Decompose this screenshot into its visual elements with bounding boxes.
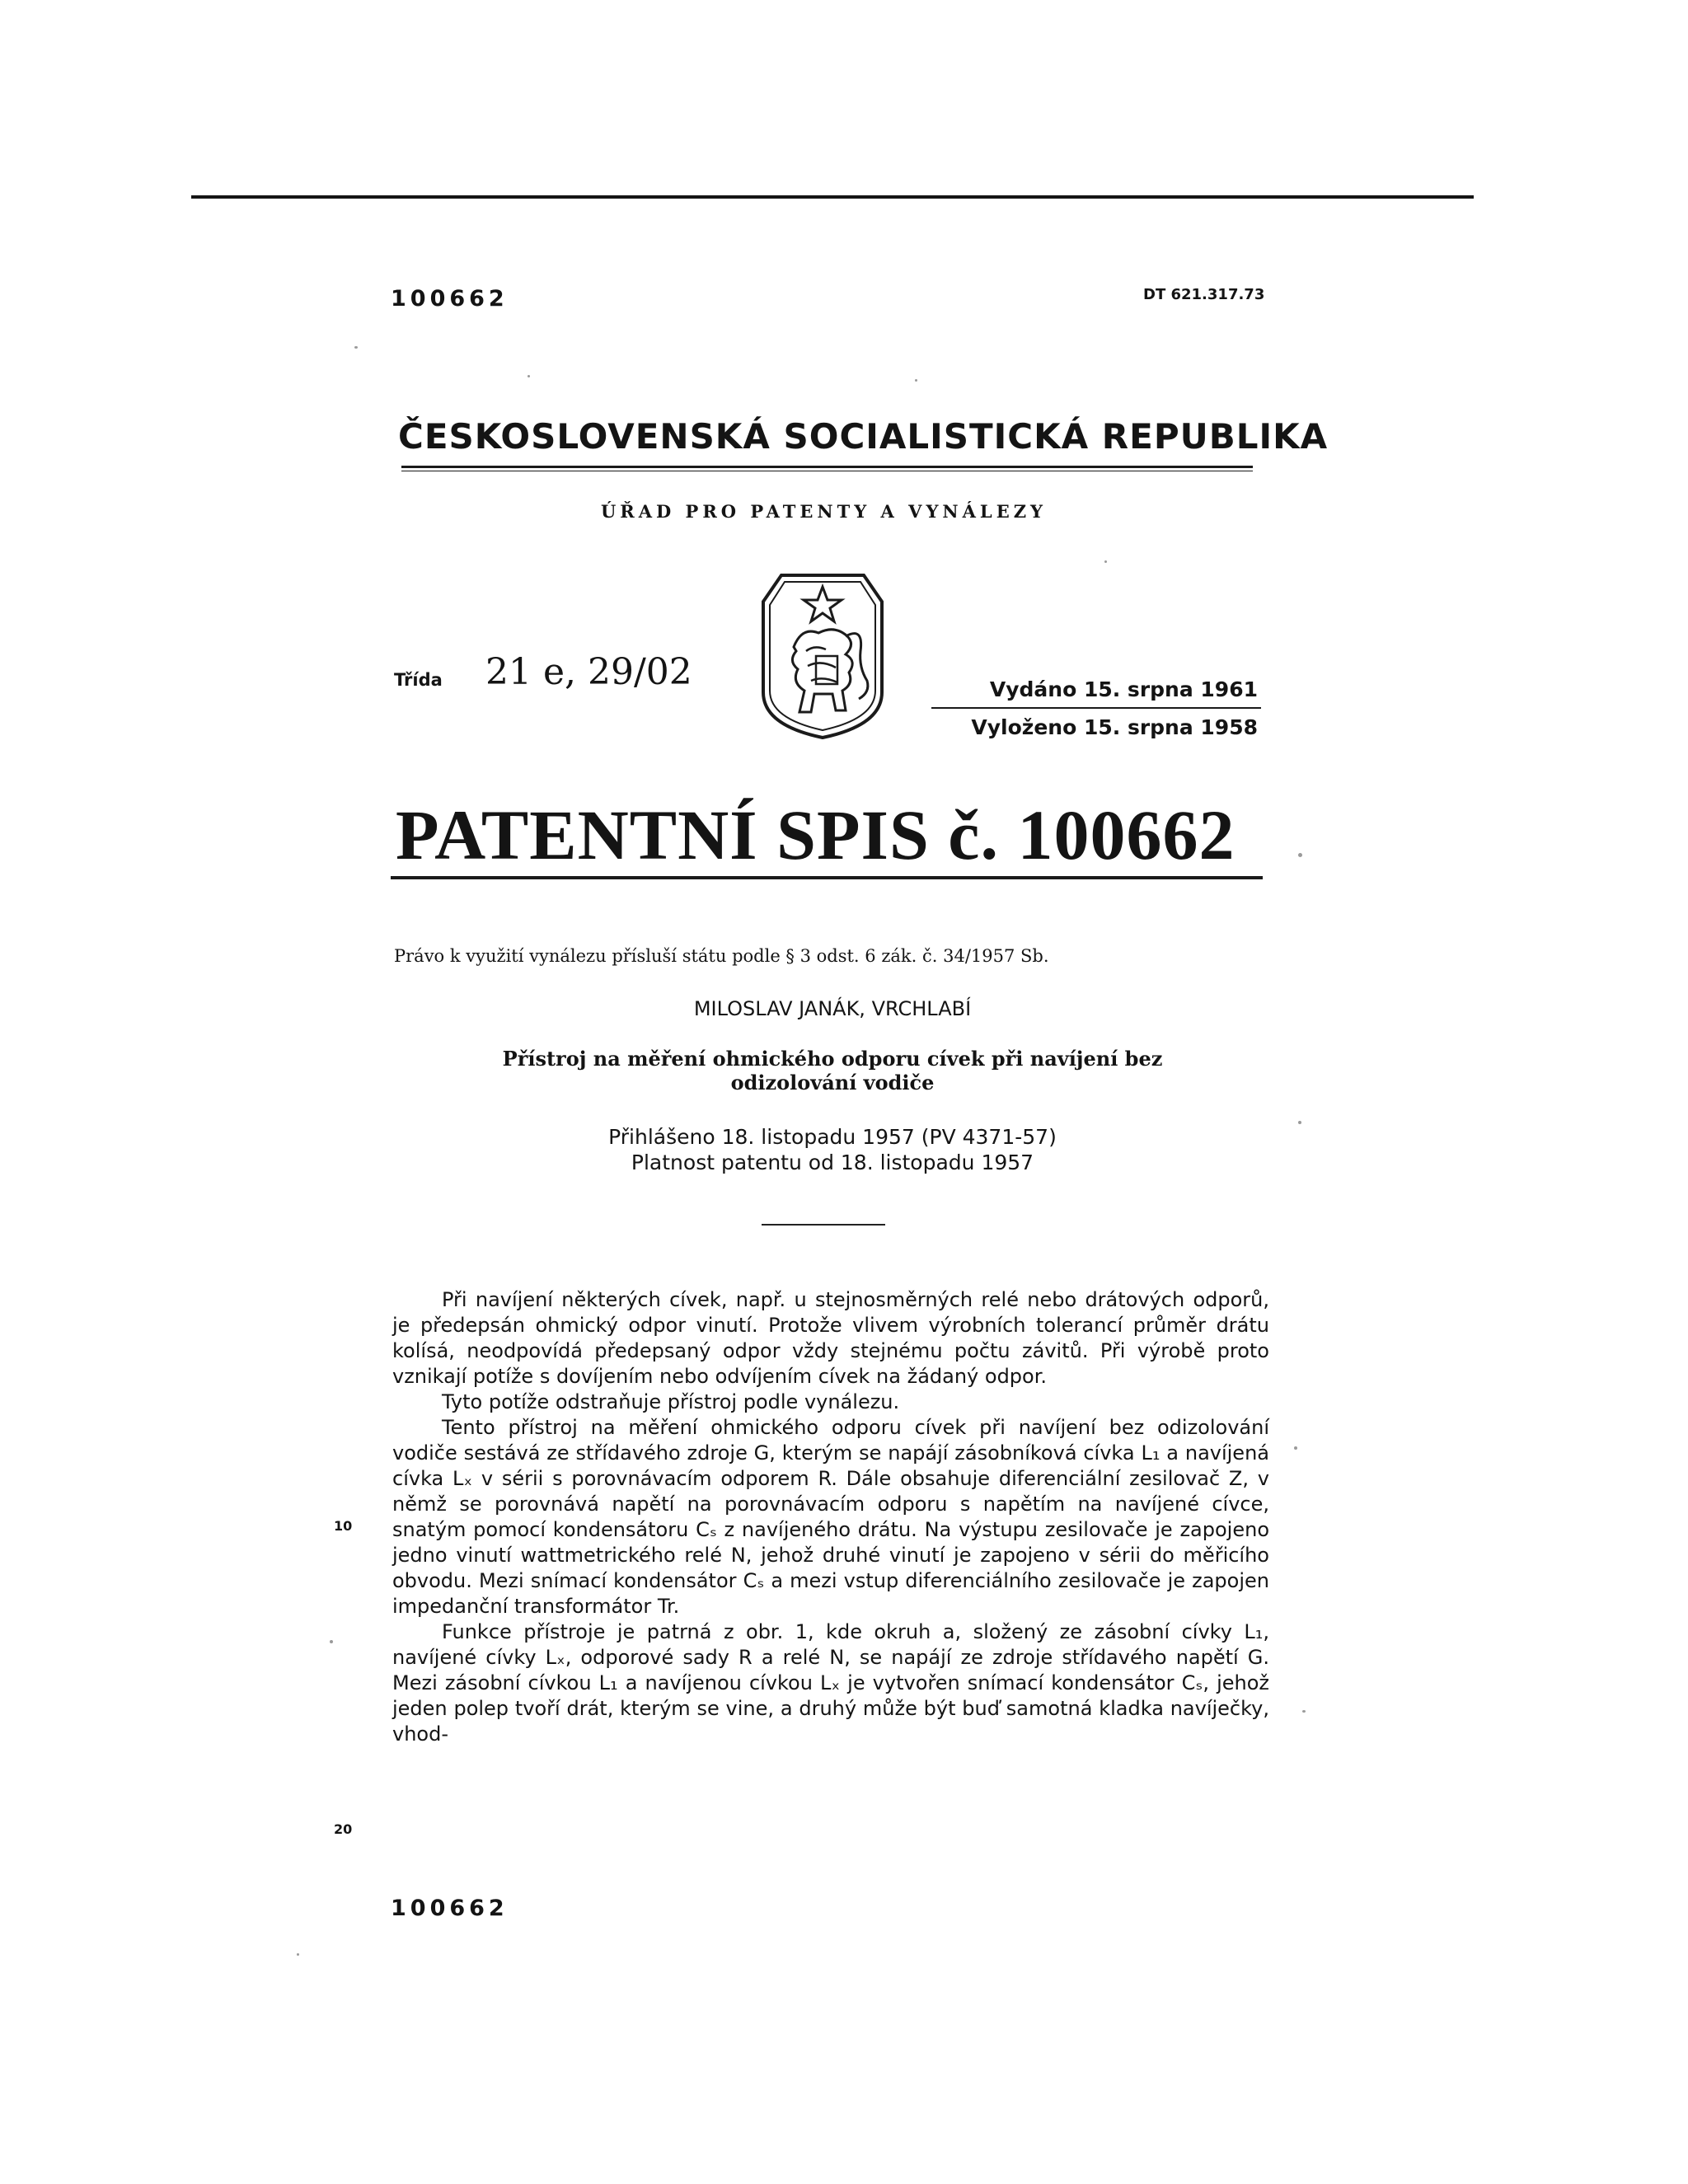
line-number: 20 <box>334 1821 353 1837</box>
scan-speck <box>354 346 358 349</box>
laid-out-date: Vyloženo 15. srpna 1958 <box>971 715 1258 739</box>
date-rule <box>931 707 1261 709</box>
paragraph: Tento přístroj na měření ohmického odporu cívek při navíjení bez odizolování vodiče sestává ze střídavého zdroje G, kterým se napájí zásobníková cívka L₁ a navíjená cívka Lₓ v sérii s porovnávacím odporem R. Dále obsahuje diferenciální zesilovač Z, v němž se porovnává napětí na porovnávacím odporu s napětím na navíjené cívce, snatým pomocí kondensátoru Cₛ z navíjeného drátu. Na výstupu zesilovače je zapojeno jedno vinutí wattmetrického relé N, jehož druhé vinutí je zapojeno v sérii do měřicího obvodu. Mezi snímací kondensátor Cₛ a mezi vstup diferenciálního zesilovače je zapojen impedanční transformátor Tr. <box>392 1416 1269 1618</box>
rights-statement: Právo k využití vynálezu přísluší státu podle § 3 odst. 6 zák. č. 34/1957 Sb. <box>394 946 1049 966</box>
scan-speck <box>1302 1710 1306 1713</box>
filing-date: Přihlášeno 18. listopadu 1957 (PV 4371-57) <box>608 1125 1057 1149</box>
paragraph: Funkce přístroje je patrná z obr. 1, kde okruh a, složený ze zásobní cívky L₁, navíjené cívky Lₓ, odporové sady R a relé N, se napájí ze zdroje střídavého napětí G. Mezi zásobní cívkou L₁ a navíjenou cívkou Lₓ je vytvořen snímací kondensátor Cₛ, jehož jeden polep tvoří drát, kterým se vine, a druhý může být buď samotná kladka navíječky, vhod- <box>392 1620 1269 1746</box>
dt-code: DT 621.317.73 <box>1143 286 1265 303</box>
scan-speck <box>1294 1446 1297 1450</box>
republic-heading: ČESKOSLOVENSKÁ SOCIALISTICKÁ REPUBLIKA <box>398 416 1329 457</box>
separator-rule <box>762 1224 885 1226</box>
inventor: MILOSLAV JANÁK, VRCHLABÍ <box>693 997 972 1020</box>
header-doc-number: 100662 <box>391 286 509 312</box>
footer-doc-number: 100662 <box>391 1896 509 1921</box>
patent-validity: Platnost patentu od 18. listopadu 1957 <box>631 1151 1034 1174</box>
scan-speck <box>1104 560 1107 563</box>
body-text <box>392 1287 1269 1747</box>
paragraph: Tyto potíže odstraňuje přístroj podle vynálezu. <box>442 1390 900 1413</box>
patent-title: PATENTNÍ SPIS č. 100662 <box>396 795 1236 874</box>
issued-date: Vydáno 15. srpna 1961 <box>989 677 1258 701</box>
scan-speck <box>915 379 917 382</box>
invention-title: Přístroj na měření ohmického odporu cívek při navíjení bez odizolování vodiče <box>502 1047 1163 1094</box>
title-rule <box>391 876 1263 879</box>
patent-office: ÚŘAD PRO PATENTY A VYNÁLEZY <box>600 501 1048 522</box>
class-label: Třída <box>394 670 443 690</box>
scan-speck <box>1298 1121 1301 1124</box>
top-rule <box>191 195 1474 199</box>
scan-speck <box>1298 853 1302 857</box>
republic-rule <box>401 466 1253 468</box>
scan-speck <box>330 1640 333 1643</box>
class-value: 21 e, 29/02 <box>485 651 692 693</box>
state-emblem-icon <box>757 569 889 742</box>
scan-speck <box>297 1953 299 1956</box>
line-number: 10 <box>334 1518 353 1534</box>
paragraph: Při navíjení některých cívek, např. u stejnosměrných relé nebo drátových odporů, je předepsán ohmický odpor vinutí. Protože vlivem výrobních tolerancí průměr drátu kolísá, neodpovídá předepsaný odpor vždy stejnému počtu závitů. Při výrobě proto vznikají potíže s dovíjením nebo odvíjením cívek na žádaný odpor. <box>392 1288 1269 1388</box>
scan-speck <box>528 375 530 377</box>
